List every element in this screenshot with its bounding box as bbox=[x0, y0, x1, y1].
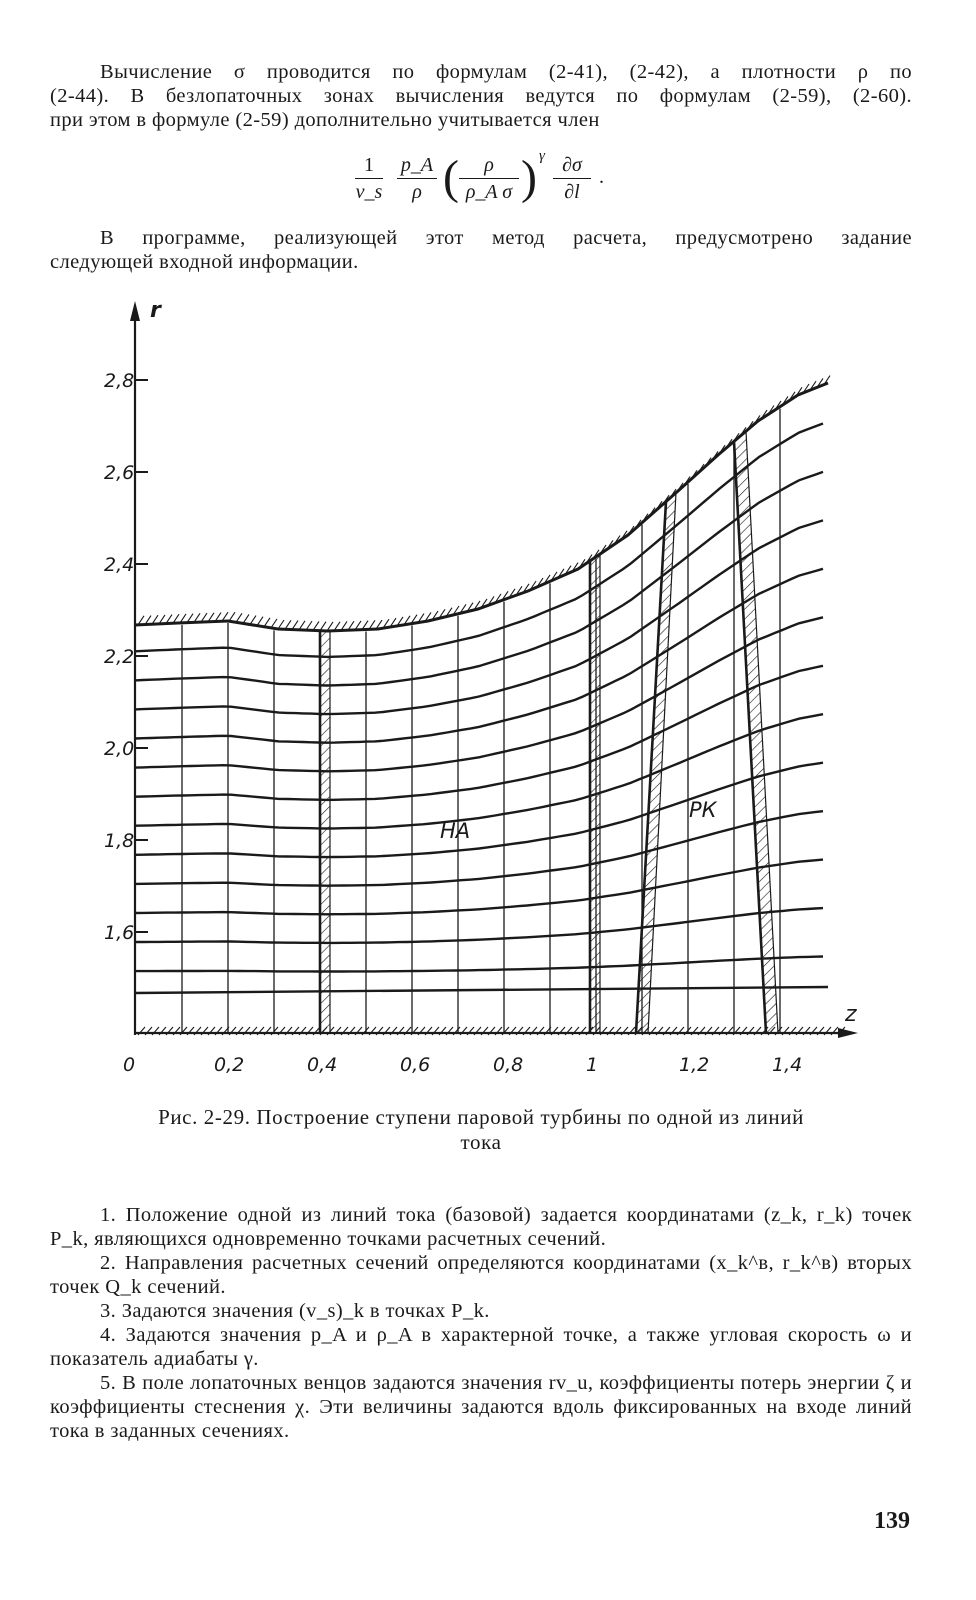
formula-right-paren: ) bbox=[521, 151, 537, 204]
intro-line-2: (2-44). В безлопаточных зонах вычисления ведутся по формулам (2-59), (2-60). bbox=[50, 85, 912, 107]
r-tick-label: 2,2 bbox=[104, 646, 135, 668]
intro-line-3: при этом в формуле (2-59) дополнительно учитывается член bbox=[50, 109, 600, 131]
wall-hatch bbox=[229, 612, 235, 621]
r-tick-label: 1,6 bbox=[104, 922, 135, 944]
list-item: 5. В поле лопаточных венцов задаются значения rv_u, коэффициенты потерь энергии ζ и коэффициенты стеснения χ. Эти величины задаются вдоль фиксированных на входе линий тока в заданных сечениях. bbox=[50, 1372, 912, 1442]
z-axis-arrow bbox=[838, 1028, 858, 1038]
formula-fraction-4 bbox=[553, 152, 591, 205]
r-tick-label: 2,0 bbox=[104, 738, 135, 760]
streamline-grid bbox=[135, 409, 828, 1033]
input-items-list bbox=[50, 1203, 912, 1443]
wall-hatch bbox=[250, 616, 256, 625]
para-2 bbox=[50, 226, 912, 274]
streamline bbox=[135, 987, 828, 993]
r-tick-label: 2,6 bbox=[104, 462, 135, 484]
turbine-stage-figure bbox=[104, 295, 863, 1085]
caption-line-2: тока bbox=[460, 1130, 502, 1154]
wall-hatch bbox=[236, 613, 242, 622]
streamline bbox=[135, 569, 823, 743]
label-na: НА bbox=[440, 819, 471, 843]
r-tick-label: 2,4 bbox=[104, 554, 135, 576]
list-item: 1. Положение одной из линий тока (базовой) задается координатами (z_k, r_k) точек P_k, являющихся одновременно точками расчетных сечений. bbox=[50, 1204, 912, 1250]
formula-f4-den: ∂l bbox=[564, 181, 580, 203]
z-axis-label: z bbox=[845, 1002, 857, 1027]
z-tick-label: 1 bbox=[586, 1054, 599, 1076]
streamline bbox=[135, 957, 823, 972]
para2-line-1: В программе, реализующей этот метод расчета, предусмотрено задание bbox=[100, 227, 912, 249]
z-tick-label: 1,4 bbox=[772, 1054, 803, 1076]
intro-paragraph bbox=[50, 60, 912, 132]
z-tick-label: 0 bbox=[123, 1054, 136, 1076]
formula-f3-den: ρ_A σ bbox=[465, 181, 513, 203]
r-tick-label: 1,8 bbox=[104, 830, 135, 852]
formula-left-paren: ( bbox=[443, 151, 459, 204]
formula-f1-den: v_s bbox=[355, 181, 383, 203]
z-tick-label: 0,6 bbox=[400, 1054, 431, 1076]
formula-f3-num: ρ bbox=[459, 152, 519, 179]
wall-hatch bbox=[264, 618, 270, 627]
band-rk-outlet-hatch bbox=[734, 431, 778, 1033]
page-number: 139 bbox=[874, 1508, 910, 1534]
r-tick-label: 2,8 bbox=[104, 370, 135, 392]
z-tick-label: 0,8 bbox=[493, 1054, 524, 1076]
r-axis-arrow bbox=[130, 301, 140, 321]
formula-end: . bbox=[599, 166, 604, 188]
formula bbox=[355, 148, 615, 214]
streamline bbox=[135, 617, 823, 771]
wall-hatch bbox=[271, 619, 277, 628]
wall-hatch bbox=[243, 614, 249, 623]
upper-wall bbox=[135, 383, 828, 631]
z-tick-label: 0,4 bbox=[307, 1054, 338, 1076]
intro-line-1: Вычисление σ проводится по формулам (2-41), (2-42), а плотности ρ по bbox=[100, 61, 912, 83]
streamline bbox=[135, 472, 823, 686]
para2-line-2: следующей входной информации. bbox=[50, 251, 359, 273]
formula-f4-num: ∂σ bbox=[553, 152, 591, 179]
streamline bbox=[135, 860, 823, 915]
formula-f2-den: ρ bbox=[412, 181, 422, 203]
streamline bbox=[135, 714, 823, 828]
formula-exponent: γ bbox=[539, 148, 545, 164]
z-tick-label: 0,2 bbox=[214, 1054, 245, 1076]
streamline bbox=[135, 763, 823, 857]
list-item: 2. Направления расчетных сечений определяются координатами (x_k^в, r_k^в) вторых точек Q_k сечений. bbox=[50, 1252, 912, 1298]
formula-f2-num: p_A bbox=[397, 152, 437, 179]
band-na-inlet-hatch bbox=[320, 631, 330, 1033]
wall-hatch bbox=[257, 617, 263, 626]
formula-fraction-2 bbox=[397, 152, 437, 205]
streamline bbox=[135, 666, 823, 800]
formula-f1-num: 1 bbox=[355, 152, 383, 179]
r-axis-label: r bbox=[150, 298, 161, 323]
formula-fraction-3 bbox=[459, 152, 519, 205]
list-item: 3. Задаются значения (v_s)_k в точках P_k. bbox=[100, 1300, 490, 1322]
z-tick-label: 1,2 bbox=[679, 1054, 710, 1076]
list-item: 4. Задаются значения p_A и ρ_A в характерной точке, а также угловая скорость ω и показатель адиабаты γ. bbox=[50, 1324, 912, 1370]
label-rk: РК bbox=[689, 798, 717, 822]
formula-fraction-1 bbox=[355, 152, 383, 205]
figure-caption bbox=[50, 1105, 912, 1155]
caption-line-1: Рис. 2-29. Построение ступени паровой турбины по одной из линий bbox=[158, 1105, 804, 1129]
band-na-outlet-hatch bbox=[590, 554, 600, 1033]
